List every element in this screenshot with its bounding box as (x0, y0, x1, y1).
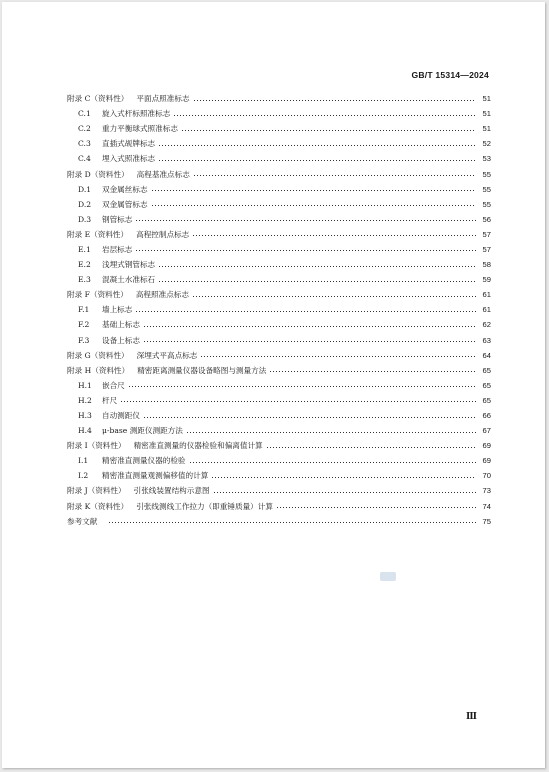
toc-page-number: 55 (482, 184, 491, 194)
toc-entry[interactable] (67, 227, 491, 242)
toc-subentry[interactable] (67, 453, 491, 468)
toc-subentry[interactable] (67, 378, 491, 393)
toc-page-number: 52 (482, 139, 491, 149)
toc-page-number: 75 (482, 516, 491, 526)
toc-entry[interactable] (67, 166, 491, 181)
toc-entry-number: 附录 D（资料性） (67, 169, 129, 179)
toc-entry-number: C.4 (78, 154, 91, 164)
toc-subentry[interactable] (67, 393, 491, 408)
toc-subentry[interactable] (67, 121, 491, 136)
toc-entry-title: 平面点照准标志 (136, 94, 190, 104)
toc-entry[interactable] (67, 438, 491, 453)
document-page (2, 2, 545, 768)
dot-leader (158, 145, 476, 146)
toc-entry-number: H.1 (78, 380, 92, 390)
dot-leader (143, 326, 476, 327)
toc-subentry[interactable] (67, 423, 491, 438)
toc-subentry[interactable] (67, 257, 491, 272)
toc-page-number: 74 (482, 501, 491, 511)
toc-entry-title: 杆尺 (102, 395, 118, 405)
toc-entry-title: 自动测距仪 (102, 411, 140, 421)
toc-entry-title: 引张线测线工作拉力（即重锤质量）计算 (136, 501, 273, 511)
toc-entry-title: 岩层标志 (102, 244, 133, 254)
dot-leader (151, 205, 476, 206)
toc-page-number: 65 (482, 365, 491, 375)
toc-entry-title: 设备上标志 (102, 335, 140, 345)
dot-leader (192, 296, 476, 297)
dot-leader (120, 401, 476, 402)
toc-subentry[interactable] (67, 333, 491, 348)
toc-page-number: 69 (482, 456, 491, 466)
toc-entry-title: 直插式觇牌标志 (102, 139, 156, 149)
toc-page-number: 58 (482, 260, 491, 270)
toc-page-number: 59 (482, 275, 491, 285)
toc-page-number: 67 (482, 426, 491, 436)
toc-page-number: 61 (482, 290, 491, 300)
table-of-contents (67, 91, 491, 529)
toc-entry-number: F.2 (78, 320, 90, 330)
dot-leader (151, 190, 476, 191)
toc-entry-number: 附录 G（资料性） (67, 350, 129, 360)
toc-entry[interactable] (67, 91, 491, 106)
toc-entry[interactable] (67, 348, 491, 363)
toc-entry-number: 参考文献 (67, 516, 98, 526)
toc-page-number: 63 (482, 335, 491, 345)
dot-leader (108, 522, 476, 523)
toc-page-number: 66 (482, 411, 491, 421)
toc-entry-number: 附录 J（资料性） (67, 486, 126, 496)
dot-leader (158, 160, 476, 161)
toc-entry-title: 混凝土水准标石 (102, 275, 156, 285)
toc-subentry[interactable] (67, 136, 491, 151)
toc-subentry[interactable] (67, 182, 491, 197)
dot-leader (269, 371, 476, 372)
toc-subentry[interactable] (67, 408, 491, 423)
toc-page-number: 61 (482, 305, 491, 315)
toc-page-number: 69 (482, 441, 491, 451)
toc-page-number: 53 (482, 154, 491, 164)
toc-entry-number: F.3 (78, 335, 90, 345)
toc-entry-number: D.3 (78, 214, 92, 224)
toc-entry-title: 精密准直测量观测偏移值的计算 (102, 471, 209, 481)
dot-leader (158, 266, 476, 267)
toc-entry-title: 双金属管标志 (102, 199, 148, 209)
toc-page-number: 55 (482, 199, 491, 209)
toc-entry-title: 浅埋式钢管标志 (102, 260, 156, 270)
dot-leader (193, 100, 476, 101)
toc-entry-title: μ-base 测距仪测距方法 (102, 426, 183, 436)
toc-page-number: 56 (482, 214, 491, 224)
dot-leader (213, 492, 476, 493)
toc-entry-number: D.2 (78, 199, 92, 209)
toc-entry[interactable] (67, 363, 491, 378)
toc-entry-title: 嵌合尺 (102, 380, 125, 390)
toc-entry-title: 重力平衡球式照准标志 (102, 124, 178, 134)
dot-leader (158, 281, 476, 282)
toc-entry-title: 旋入式杆标照准标志 (102, 109, 171, 119)
toc-entry-number: 附录 F（资料性） (67, 290, 128, 300)
toc-page-number: 70 (482, 471, 491, 481)
toc-entry-title: 墙上标志 (102, 305, 133, 315)
page-number: Ⅲ (466, 711, 477, 721)
toc-entry-number: F.1 (78, 305, 90, 315)
toc-entry[interactable] (67, 514, 491, 529)
toc-subentry[interactable] (67, 302, 491, 317)
toc-page-number: 57 (482, 244, 491, 254)
toc-page-number: 51 (482, 94, 491, 104)
toc-entry-title: 基础上标志 (102, 320, 140, 330)
toc-entry-title: 双金属丝标志 (102, 184, 148, 194)
toc-entry-number: 附录 K（资料性） (67, 501, 129, 511)
toc-entry-number: 附录 I（资料性） (67, 441, 126, 451)
dot-leader (128, 386, 476, 387)
dot-leader (135, 220, 476, 221)
dot-leader (186, 432, 476, 433)
toc-entry-title: 精密准直测量仪器的检验 (102, 456, 186, 466)
toc-page-number: 55 (482, 169, 491, 179)
toc-entry-number: D.1 (78, 184, 92, 194)
toc-entry-number: C.3 (78, 139, 91, 149)
dot-leader (135, 250, 476, 251)
toc-entry-number: E.2 (78, 260, 91, 270)
dot-leader (192, 235, 476, 236)
toc-page-number: 51 (482, 109, 491, 119)
dot-leader (135, 311, 476, 312)
toc-entry-title: 精密准直测量的仪器检验和偏离值计算 (133, 441, 263, 451)
toc-page-number: 62 (482, 320, 491, 330)
toc-entry-number: H.4 (78, 426, 92, 436)
toc-entry-title: 高程控制点标志 (136, 229, 190, 239)
toc-entry[interactable] (67, 499, 491, 514)
toc-entry-title: 高程基准点标志 (136, 169, 190, 179)
toc-entry-number: 附录 H（资料性） (67, 365, 130, 375)
toc-entry[interactable] (67, 483, 491, 498)
toc-subentry[interactable] (67, 317, 491, 332)
dot-leader (200, 356, 476, 357)
toc-entry-number: C.1 (78, 109, 91, 119)
dot-leader (189, 462, 476, 463)
toc-subentry[interactable] (67, 106, 491, 121)
toc-entry-title: 埋入式照准标志 (102, 154, 156, 164)
dot-leader (143, 417, 476, 418)
toc-entry-number: C.2 (78, 124, 91, 134)
toc-entry-number: E.3 (78, 275, 91, 285)
watermark-logo (380, 572, 396, 581)
toc-entry-number: 附录 C（资料性） (67, 94, 129, 104)
toc-entry-number: H.2 (78, 395, 92, 405)
toc-page-number: 65 (482, 395, 491, 405)
dot-leader (143, 341, 476, 342)
dot-leader (211, 477, 476, 478)
toc-subentry[interactable] (67, 197, 491, 212)
toc-entry[interactable] (67, 287, 491, 302)
toc-subentry[interactable] (67, 151, 491, 166)
toc-page-number: 51 (482, 124, 491, 134)
dot-leader (173, 115, 476, 116)
dot-leader (276, 507, 476, 508)
toc-entry-title: 引张线装置结构示意图 (133, 486, 210, 496)
toc-entry-title: 高程照准点标志 (135, 290, 189, 300)
toc-page-number: 64 (482, 350, 491, 360)
toc-entry-title: 深埋式平高点标志 (136, 350, 198, 360)
toc-subentry[interactable] (67, 272, 491, 287)
toc-entry-number: E.1 (78, 244, 91, 254)
toc-entry-number: I.1 (78, 456, 89, 466)
toc-page-number: 73 (482, 486, 491, 496)
toc-page-number: 65 (482, 380, 491, 390)
dot-leader (181, 130, 476, 131)
toc-entry-number: 附录 E（资料性） (67, 229, 129, 239)
dot-leader (266, 447, 476, 448)
standard-number-header: GB/T 15314—2024 (411, 70, 489, 80)
toc-subentry[interactable] (67, 212, 491, 227)
dot-leader (193, 175, 476, 176)
toc-entry-title: 精密距离测量仪器设备略图与测量方法 (137, 365, 267, 375)
toc-entry-number: H.3 (78, 411, 92, 421)
toc-subentry[interactable] (67, 242, 491, 257)
toc-subentry[interactable] (67, 468, 491, 483)
toc-entry-title: 钢管标志 (102, 214, 133, 224)
toc-page-number: 57 (482, 229, 491, 239)
toc-entry-number: I.2 (78, 471, 89, 481)
